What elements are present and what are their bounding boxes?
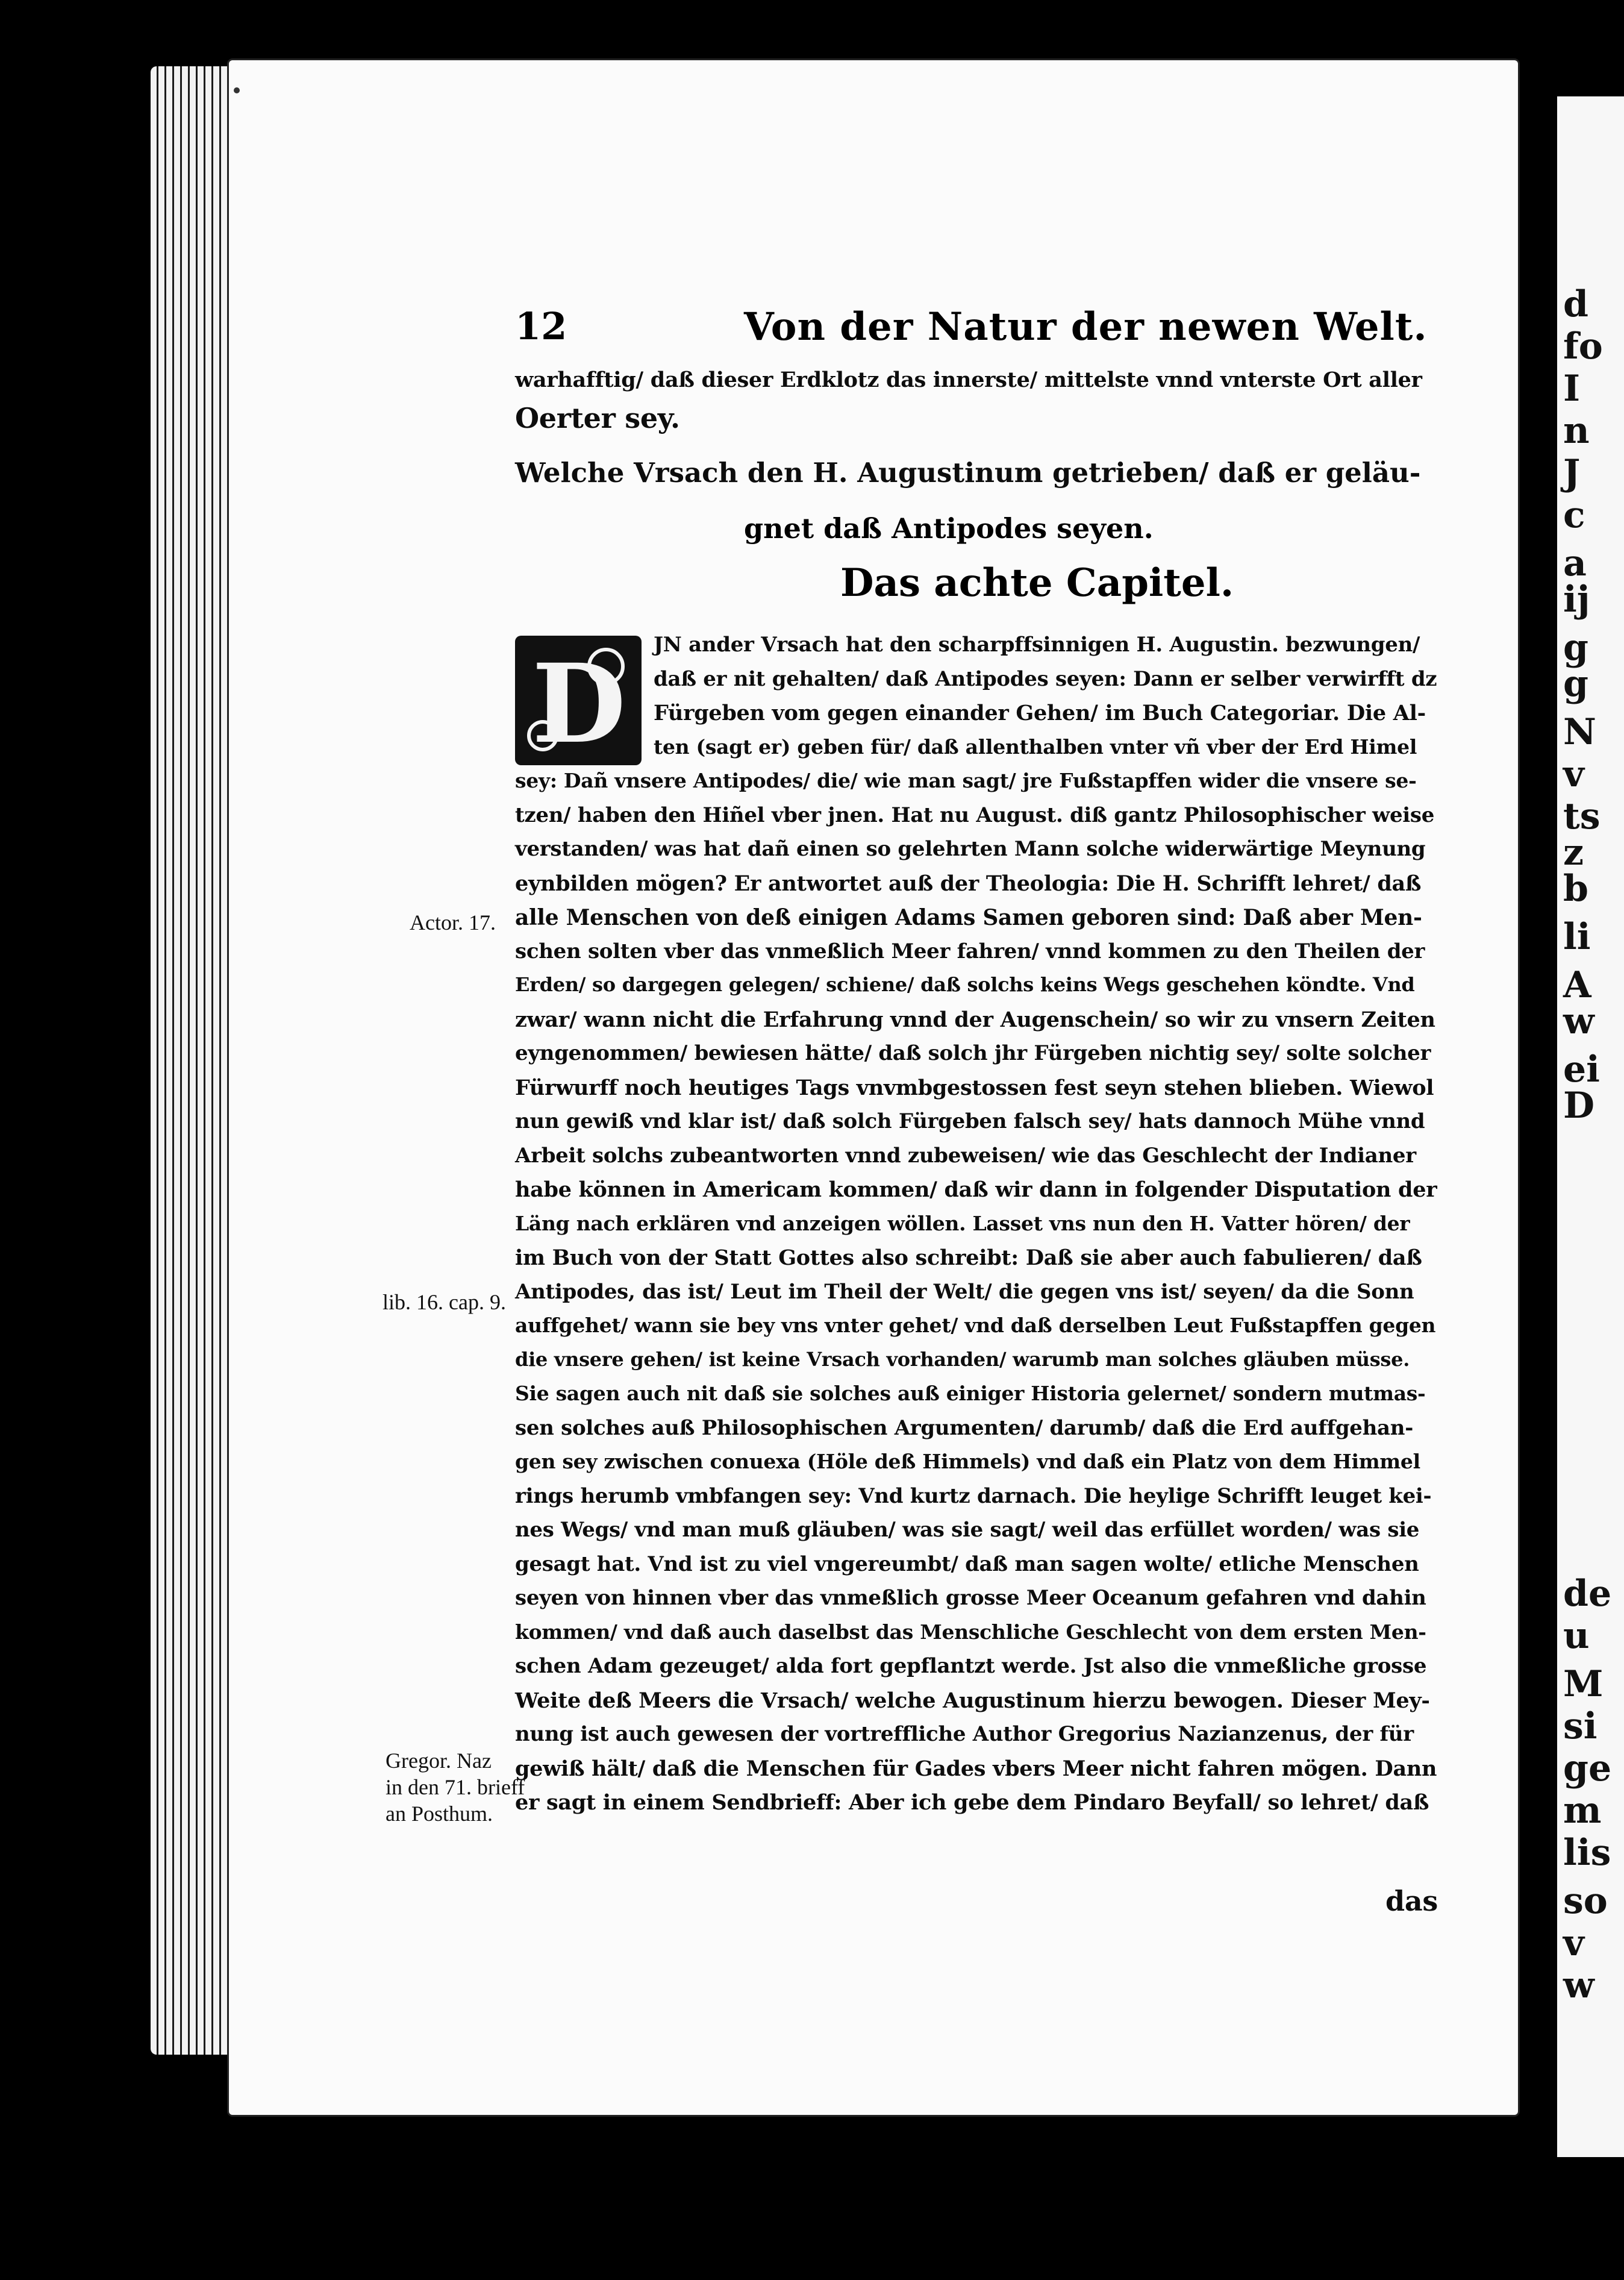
drop-initial <box>515 636 642 768</box>
body-line: eyngenommen/ bewiesen hätte/ daß solch jhr Fürgeben nichtig sey/ solte solcher <box>515 1041 1431 1065</box>
facing-page-fragment: D <box>1563 1085 1595 1127</box>
body-line: gewiß hält/ daß die Menschen für Gades vbers Meer nicht fahren mögen. Dann <box>515 1756 1437 1781</box>
body-line: Antipodes, das ist/ Leut im Theil der Welt/ die gegen vns ist/ seyen/ da die Sonn <box>515 1279 1414 1304</box>
marginal-note-gregor <box>386 1747 525 1827</box>
body-line: gesagt hat. Vnd ist zu viel vngereumbt/ daß man sagen wolte/ etliche Menschen <box>515 1552 1419 1576</box>
chapter-title: Das achte Capitel. <box>840 560 1234 606</box>
body-line: schen Adam gezeuget/ alda fort gepflantzt werde. Jst also die vnmeßliche grosse <box>515 1654 1427 1678</box>
marginal-note-actor: Actor. 17. <box>410 910 496 935</box>
facing-page-fragment: M <box>1563 1663 1604 1705</box>
facing-page-fragment: w <box>1563 1964 1594 2006</box>
facing-page-fragment: m <box>1563 1790 1602 1832</box>
page-number: 12 <box>515 304 567 348</box>
facing-page-fragment: ei <box>1563 1048 1600 1091</box>
body-line: schen solten vber das vnmeßlich Meer fahren/ vnnd kommen zu den Theilen der <box>515 939 1425 963</box>
body-line: Arbeit solchs zubeantworten vnnd zubeweisen/ wie das Geschlecht der Indianer <box>515 1143 1416 1168</box>
facing-page-fragment: v <box>1563 753 1584 795</box>
facing-page-fragment: g <box>1563 627 1588 669</box>
body-line: Läng nach erklären vnd anzeigen wöllen. Lasset vns nun den H. Vatter hören/ der <box>515 1211 1410 1235</box>
body-line: Fürgeben vom gegen einander Gehen/ im Buch Categoriar. Die Al- <box>654 701 1426 725</box>
facing-page-fragment: fo <box>1563 325 1603 368</box>
facing-page-fragment: n <box>1563 410 1590 452</box>
facing-page-fragment: u <box>1563 1615 1590 1657</box>
body-line: er sagt in einem Sendbrieff: Aber ich gebe dem Pindaro Beyfall/ so lehret/ daß <box>515 1790 1429 1815</box>
body-line: nung ist auch gewesen der vortreffliche Author Gregorius Nazianzenus, der für <box>515 1722 1414 1746</box>
facing-page-fragment: so <box>1563 1880 1608 1922</box>
facing-page-fragment: J <box>1563 452 1581 494</box>
marginal-gregor-line: Gregor. Naz <box>386 1749 492 1773</box>
catchword: das <box>1385 1885 1438 1917</box>
facing-page-fragment: N <box>1563 711 1596 753</box>
body-line: habe können in Americam kommen/ daß wir dann in folgender Disputation der <box>515 1177 1437 1202</box>
marginal-gregor-line: in den 71. brieff <box>386 1775 525 1799</box>
body-line: ten (sagt er) geben für/ daß allenthalben vnter vñ vber der Erd Himel <box>654 734 1417 759</box>
facing-page-fragment: b <box>1563 868 1588 910</box>
body-line: Sie sagen auch nit daß sie solches auß einiger Historia gelernet/ sondern mutmas- <box>515 1382 1426 1405</box>
facing-page-fragment: ij <box>1563 578 1590 621</box>
facing-page-fragment: v <box>1563 1922 1584 1964</box>
facing-page-fragment: g <box>1563 663 1588 705</box>
facing-page-fragment: d <box>1563 283 1588 325</box>
running-head <box>515 304 1437 352</box>
body-line: verstanden/ was hat dañ einen so gelehrten Mann solche widerwärtige Meynung <box>515 837 1426 861</box>
initial-ornament-icon <box>527 720 558 751</box>
body-line: auffgehet/ wann sie bey vns vnter gehet/ vnd daß derselben Leut Fußstapffen gegen <box>515 1314 1436 1337</box>
facing-page-fragment: de <box>1563 1573 1612 1615</box>
page-speck <box>234 87 240 93</box>
facing-page-fragment: w <box>1563 1000 1594 1042</box>
facing-page-fragment: c <box>1563 494 1585 536</box>
page-stack-edge <box>151 66 241 2055</box>
body-line: kommen/ vnd daß auch daselbst das Menschliche Geschlecht von dem ersten Men- <box>515 1620 1426 1644</box>
intro-line-1: warhafftig/ daß dieser Erdklotz das innerste/ mittelste vnnd vnterste Ort aller <box>515 368 1422 392</box>
facing-page-fragment: li <box>1563 916 1591 958</box>
running-title: Von der Natur der newen Welt. <box>744 304 1428 349</box>
body-line: Erden/ so dargegen gelegen/ schiene/ daß solchs keins Wegs geschehen köndte. Vnd <box>515 973 1415 996</box>
body-line: sey: Dañ vnsere Antipodes/ die/ wie man sagt/ jre Fußstapffen wider die vnsere se- <box>515 769 1417 792</box>
facing-page <box>1557 96 1624 2157</box>
body-line: nes Wegs/ vnd man muß gläuben/ was sie sagt/ weil das erfüllet worden/ was sie <box>515 1518 1420 1542</box>
facing-page-fragment: lis <box>1563 1832 1611 1874</box>
facing-page-fragment: si <box>1563 1705 1597 1747</box>
body-line: im Buch von der Statt Gottes also schreibt: Daß sie aber auch fabulieren/ daß <box>515 1245 1422 1270</box>
body-line: seyen von hinnen vber das vnmeßlich grosse Meer Oceanum gefahren vnd dahin <box>515 1586 1426 1610</box>
body-line: sen solches auß Philosophischen Argumenten/ darumb/ daß die Erd auffgehan- <box>515 1415 1414 1440</box>
body-line: daß er nit gehalten/ daß Antipodes seyen: Dann er selber verwirfft dz <box>654 666 1437 691</box>
marginal-note-lib: lib. 16. cap. 9. <box>383 1290 506 1314</box>
body-line: die vnsere gehen/ ist keine Vrsach vorhanden/ warumb man solches gläuben müsse. <box>515 1347 1410 1371</box>
body-line: gen sey zwischen conuexa (Höle deß Himmels) vnd daß ein Platz von dem Himmel <box>515 1450 1420 1473</box>
initial-ornament-icon <box>587 648 625 685</box>
body-line: Fürwurff noch heutiges Tags vnvmbgestossen fest seyn stehen blieben. Wiewol <box>515 1075 1434 1100</box>
facing-page-fragment: ge <box>1563 1747 1612 1790</box>
body-line: rings herumb vmbfangen sey: Vnd kurtz darnach. Die heylige Schrifft leuget kei- <box>515 1483 1432 1508</box>
section-subheading: gnet daß Antipodes seyen. <box>744 512 1154 545</box>
drop-initial-letter: D <box>532 640 626 768</box>
body-line: zwar/ wann nicht die Erfahrung vnnd der Augenschein/ so wir zu vnsern Zeiten <box>515 1007 1435 1032</box>
facing-page-fragment: a <box>1563 542 1587 584</box>
facing-page-fragment: ts <box>1563 795 1601 838</box>
facing-page-fragment: z <box>1563 832 1584 874</box>
body-line: Weite deß Meers die Vrsach/ welche Augustinum hierzu bewogen. Dieser Mey- <box>515 1688 1430 1713</box>
intro-line-2: Oerter sey. <box>515 402 680 434</box>
body-line: tzen/ haben den Hiñel vber jnen. Hat nu August. diß gantz Philosophischer weise <box>515 803 1435 827</box>
section-heading: Welche Vrsach den H. Augustinum getrieben/ daß er geläu- <box>515 457 1421 489</box>
body-line: JN ander Vrsach hat den scharpffsinnigen H. Augustin. bezwungen/ <box>654 633 1420 657</box>
body-line: nun gewiß vnd klar ist/ daß solch Fürgeben falsch sey/ hats dannoch Mühe vnnd <box>515 1109 1425 1133</box>
facing-page-fragment: I <box>1563 368 1581 410</box>
facing-page-fragment: A <box>1563 964 1591 1006</box>
body-line: alle Menschen von deß einigen Adams Samen geboren sind: Daß aber Men- <box>515 905 1422 930</box>
body-line: eynbilden mögen? Er antwortet auß der Theologia: Die H. Schrifft lehret/ daß <box>515 871 1422 896</box>
marginal-gregor-line: an Posthum. <box>386 1802 493 1826</box>
